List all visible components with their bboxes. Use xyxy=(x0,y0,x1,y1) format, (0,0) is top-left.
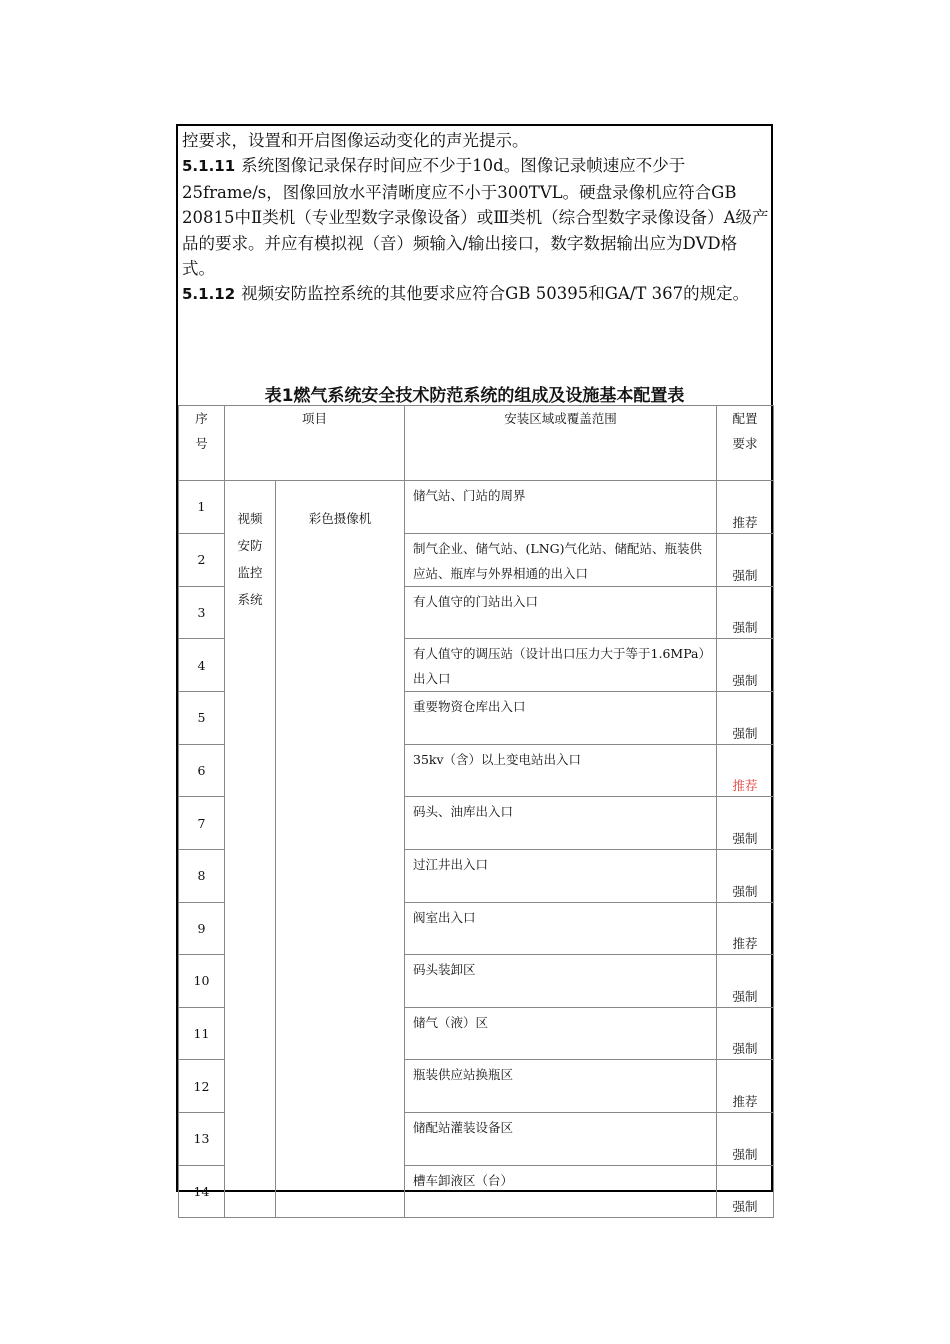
install-area: 过江井出入口 xyxy=(405,849,717,902)
requirement: 推荐 xyxy=(717,902,774,955)
body-text xyxy=(182,128,770,308)
device-name: 彩色摄像机 xyxy=(276,481,405,1218)
install-area: 储配站灌装设备区 xyxy=(405,1112,717,1165)
install-area: 瓶装供应站换瓶区 xyxy=(405,1060,717,1113)
requirement: 推荐 xyxy=(717,1060,774,1113)
row-number: 7 xyxy=(179,797,225,850)
requirement: 强制 xyxy=(717,1112,774,1165)
install-area: 35kv（含）以上变电站出入口 xyxy=(405,744,717,797)
row-number: 12 xyxy=(179,1060,225,1113)
row-number: 3 xyxy=(179,586,225,639)
row-number: 11 xyxy=(179,1007,225,1060)
row-number: 4 xyxy=(179,639,225,692)
section-number: 5.1.12 xyxy=(182,285,236,304)
row-number: 14 xyxy=(179,1165,225,1218)
row-number: 5 xyxy=(179,692,225,745)
requirement: 强制 xyxy=(717,1007,774,1060)
header-item: 项目 xyxy=(225,406,405,481)
row-number: 6 xyxy=(179,744,225,797)
install-area: 有人值守的调压站（设计出口压力大于等于1.6MPa）出入口 xyxy=(405,639,717,692)
row-number: 8 xyxy=(179,849,225,902)
install-area: 码头、油库出入口 xyxy=(405,797,717,850)
row-number: 10 xyxy=(179,955,225,1008)
requirement: 强制 xyxy=(717,797,774,850)
header-seq: 序 号 xyxy=(179,406,225,481)
install-area: 储气站、门站的周界 xyxy=(405,481,717,534)
requirement: 强制 xyxy=(717,533,774,586)
table-row xyxy=(179,481,774,534)
requirement: 强制 xyxy=(717,849,774,902)
requirement: 推荐 xyxy=(717,481,774,534)
requirement: 推荐 xyxy=(717,744,774,797)
requirement: 强制 xyxy=(717,1165,774,1218)
row-number: 1 xyxy=(179,481,225,534)
paragraph-5-1-11: 5.1.11 系统图像记录保存时间应不少于10d。图像记录帧速应不少于25frame/s，图像回放水平清晰度应不小于300TVL。硬盘录像机应符合GB 20815中Ⅱ类机（专业型数字录像设备）或Ⅲ类机（综合型数字录像设备）A级产品的要求。并应有模拟视（音）频输入/输出接口，数字数据输出应为DVD格式。 xyxy=(182,156,769,279)
config-table xyxy=(178,405,774,1218)
requirement: 强制 xyxy=(717,639,774,692)
table-header-row xyxy=(179,406,774,481)
table-title: 表1燃气系统安全技术防范系统的组成及设施基本配置表 xyxy=(264,386,685,406)
requirement: 强制 xyxy=(717,692,774,745)
install-area: 制气企业、储气站、(LNG)气化站、储配站、瓶装供应站、瓶库与外界相通的出入口 xyxy=(405,533,717,586)
section-number: 5.1.11 xyxy=(182,157,236,176)
row-number: 9 xyxy=(179,902,225,955)
install-area: 重要物资仓库出入口 xyxy=(405,692,717,745)
requirement: 强制 xyxy=(717,586,774,639)
row-number: 13 xyxy=(179,1112,225,1165)
paragraph-5-1-12: 5.1.12 视频安防监控系统的其他要求应符合GB 50395和GA/T 367的规定。 xyxy=(182,284,750,304)
header-req: 配置 要求 xyxy=(717,406,774,481)
row-number: 2 xyxy=(179,533,225,586)
install-area: 阀室出入口 xyxy=(405,902,717,955)
system-name: 视频 安防 监控 系统 xyxy=(225,481,276,1218)
install-area: 码头装卸区 xyxy=(405,955,717,1008)
paragraph-continuation: 控要求，设置和开启图像运动变化的声光提示。 xyxy=(182,131,529,150)
install-area: 有人值守的门站出入口 xyxy=(405,586,717,639)
install-area: 槽车卸液区（台） xyxy=(405,1165,717,1218)
requirement: 强制 xyxy=(717,955,774,1008)
install-area: 储气（液）区 xyxy=(405,1007,717,1060)
header-area: 安装区域或覆盖范围 xyxy=(405,406,717,481)
document-frame xyxy=(176,124,773,1215)
